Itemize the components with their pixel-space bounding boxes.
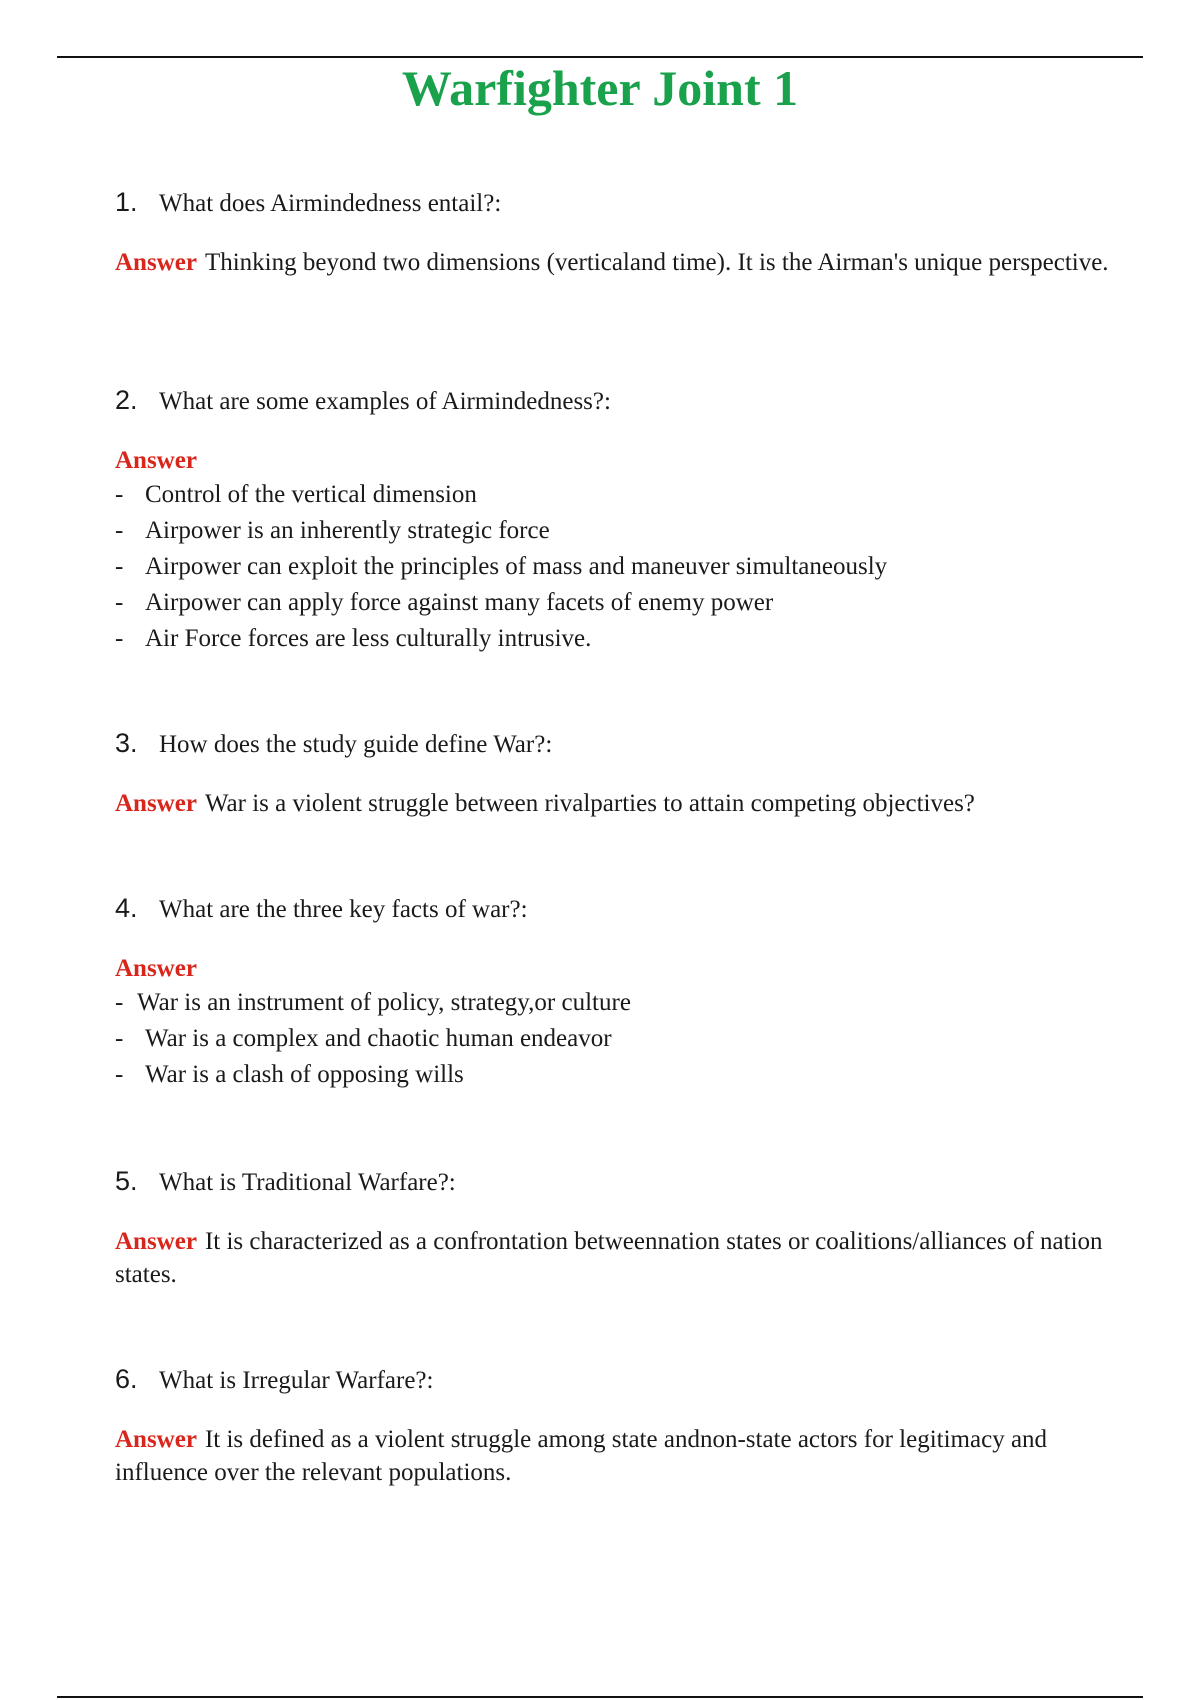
question-number: 2.	[115, 385, 138, 415]
question	[115, 182, 1125, 222]
question	[115, 380, 1125, 420]
list-item	[115, 585, 1125, 621]
question-text: What is Irregular Warfare?:	[159, 1367, 434, 1394]
list-item	[115, 621, 1125, 657]
answer-label: Answer	[115, 1228, 197, 1255]
answer	[115, 952, 1125, 1093]
bullet-text: Airpower can apply force against many facets of enemy power	[145, 589, 774, 616]
question-text: How does the study guide define War?:	[159, 731, 553, 758]
bullet-dash: -	[115, 989, 124, 1016]
list-item	[115, 985, 1125, 1021]
answer-label: Answer	[115, 955, 197, 982]
answer-bullet-list	[115, 985, 1125, 1093]
document-title: Warfighter Joint 1	[401, 60, 799, 116]
question-text: What does Airmindedness entail?:	[159, 190, 502, 217]
qa-item-3	[115, 723, 1125, 820]
bottom-rule	[57, 1696, 1143, 1698]
answer	[115, 444, 1125, 657]
bullet-text: War is a clash of opposing wills	[145, 1061, 464, 1088]
question	[115, 888, 1125, 928]
qa-item-4	[115, 888, 1125, 1093]
bullet-text: Airpower can exploit the principles of mass and maneuver simultaneously	[145, 553, 888, 580]
answer	[115, 1423, 1125, 1489]
question-number: 5.	[115, 1166, 138, 1196]
qa-item-1	[115, 182, 1125, 279]
qa-item-6	[115, 1359, 1125, 1489]
bullet-text: War is an instrument of policy, strategy,or culture	[137, 989, 631, 1016]
bullet-dash: -	[115, 589, 124, 616]
answer-text: It is defined as a violent struggle among state andnon-state actors for legitimacy and influence over the relevant populations.	[115, 1426, 1048, 1486]
list-item	[115, 1057, 1125, 1093]
bullet-text: Airpower is an inherently strategic force	[145, 517, 550, 544]
answer-label: Answer	[115, 249, 197, 276]
answer-text: It is characterized as a confrontation betweennation states or coalitions/alliances of nation states.	[115, 1228, 1103, 1288]
bullet-text: War is a complex and chaotic human endeavor	[145, 1025, 612, 1052]
list-item	[115, 477, 1125, 513]
bullet-text: Air Force forces are less culturally intrusive.	[145, 625, 592, 652]
question-number: 3.	[115, 728, 138, 758]
answer	[115, 787, 1125, 820]
bullet-dash: -	[115, 1025, 124, 1052]
question-number: 4.	[115, 893, 138, 923]
list-item	[115, 549, 1125, 585]
question-text: What are the three key facts of war?:	[159, 896, 528, 923]
question	[115, 1359, 1125, 1399]
qa-item-5	[115, 1161, 1125, 1291]
bullet-text: Control of the vertical dimension	[145, 481, 477, 508]
answer-bullet-list	[115, 477, 1125, 657]
bullet-dash: -	[115, 517, 124, 544]
question-number: 1.	[115, 187, 138, 217]
list-item	[115, 513, 1125, 549]
question	[115, 723, 1125, 763]
answer-label: Answer	[115, 1426, 197, 1453]
question-text: What is Traditional Warfare?:	[159, 1169, 456, 1196]
question-text: What are some examples of Airmindedness?:	[159, 388, 611, 415]
answer-label: Answer	[115, 447, 197, 474]
bullet-dash: -	[115, 625, 124, 652]
answer-text: Thinking beyond two dimensions (verticaland time). It is the Airman's unique perspective.	[204, 249, 1109, 276]
bullet-dash: -	[115, 481, 124, 508]
bullet-dash: -	[115, 1061, 124, 1088]
answer-label: Answer	[115, 790, 197, 817]
answer-text: War is a violent struggle between rivalparties to attain competing objectives?	[204, 790, 975, 817]
answer	[115, 246, 1125, 279]
list-item	[115, 1021, 1125, 1057]
question-number: 6.	[115, 1364, 138, 1394]
question	[115, 1161, 1125, 1201]
bullet-dash: -	[115, 553, 124, 580]
answer	[115, 1225, 1125, 1291]
qa-item-2	[115, 380, 1125, 657]
